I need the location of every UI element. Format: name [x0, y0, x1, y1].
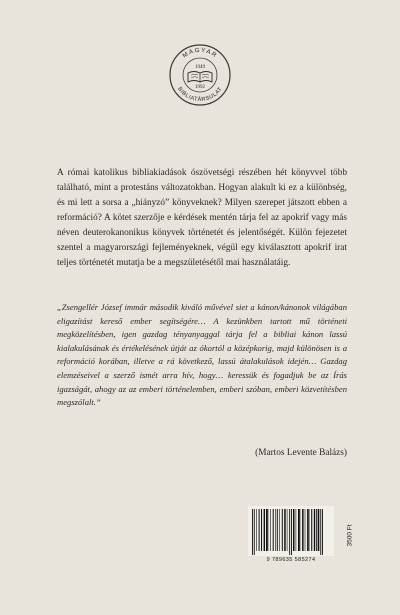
isbn-barcode — [248, 506, 354, 568]
svg-text:BIBLIATÁRSULAT: BIBLIATÁRSULAT — [176, 86, 224, 104]
quote-attribution: (Martos Levente Balázs) — [255, 448, 347, 458]
bible-society-seal-logo — [168, 43, 232, 107]
review-quote: „Zsengellér József immár második kiváló művével siet a kánon/kánonok világában eligazítást kereső ember segítségére… A kezünkben tartott mű történeti megközelítésben, igen gazdag tényanyaggal tárja fel a bibliai kánon lassú kialakulásának és értékelésének útját az ókortól a középkorig, majd különösen is a reformáció korában, illetve a rá következő, lassú átalakulások idején… Gazdag elemzéseivel a szerző ismét arra hív, hogy… keressük és fogadjuk be az Írás igazságát, ahogy az az emberi történelemben, emberi szóban, emberi közvetítésben megszólalt.” — [57, 302, 347, 408]
svg-text:1992: 1992 — [195, 85, 205, 90]
svg-text:1949: 1949 — [195, 65, 205, 70]
price-label: 3500 Ft — [346, 524, 354, 547]
barcode-bars — [248, 506, 334, 556]
book-description: A római katolikus bibliakiadások ószövetségi részében hét könyvvel több található, mint a protestáns változatokban. Hogyan alakult ki ez a különbség, és mi lett a sorsa a „hiányzó” könyveknek? Milyen szerepet játszott ebben a reformáció? A kötet szerzője e kérdések mentén tárja fel az apokrif vagy más néven deuterokanonikus könyvek történetét és jelentőségét. Külön fejezetet szentel a magyarországi fejleményeknek, végül egy kiválasztott apokrif irat teljes történetét mutatja be a megszületésétől mai használatáig. — [57, 168, 347, 268]
barcode-digits: 9 789635 585274 — [266, 557, 316, 563]
svg-text:MAGYAR: MAGYAR — [181, 46, 219, 60]
